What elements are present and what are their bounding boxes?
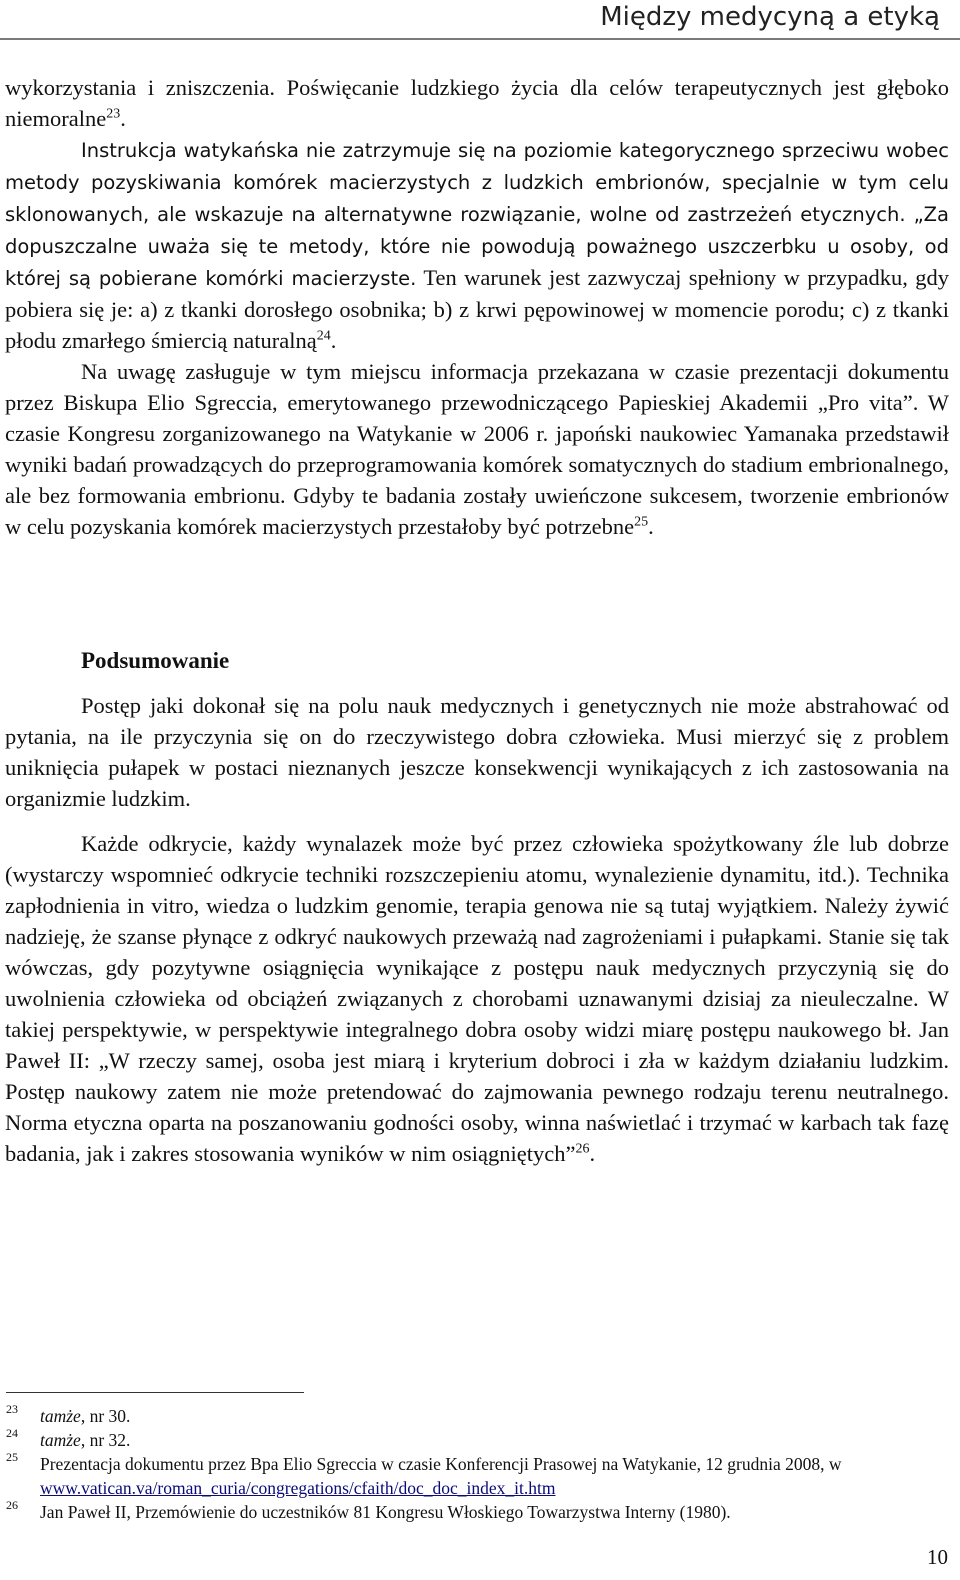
paragraph-continuation: wykorzystania i zniszczenia. Poświęcanie ludzkiego życia dla celów terapeutycznych jest głęboko niemoralne$^{23}$.	[5, 75, 949, 131]
running-header: Między medycyną a etyką	[600, 2, 940, 32]
footnote-23: 23 tamże, nr 30.	[6, 1402, 131, 1426]
main-text-block	[5, 72, 949, 542]
footnote-24: 24 tamże, nr 32.	[6, 1426, 131, 1450]
section-heading: Podsumowanie	[81, 648, 230, 673]
footnote-ref-25[interactable]: 25	[634, 514, 649, 530]
vatican-link[interactable]: www.vatican.va/roman_curia/congregations/cfaith/doc_doc_index_it.htm	[40, 1478, 556, 1498]
footnote-ref-26[interactable]: 26	[575, 1141, 590, 1157]
paragraph-text: wykorzystania i zniszczenia. Poświęcanie ludzkiego życia dla celów terapeutycznych jest głęboko niemoralne	[5, 75, 949, 131]
footnote-ref-24[interactable]: 24	[316, 328, 331, 344]
header-rule	[0, 38, 960, 40]
footnotes	[6, 1404, 936, 1524]
footnote-25: 25 Prezentacja dokumentu przez Bpa Elio Sgreccia w czasie Konferencji Prasowej na Watykanie, 12 grudnia 2008, w www.vatican.va/roman_curia/congregations/cfaith/doc_doc_index_it.htm	[6, 1450, 842, 1498]
paragraph-yamanaka: Na uwagę zasługuje w tym miejscu informacja przekazana w czasie prezentacji dokumentu przez Biskupa Elio Sgreccia, emerytowanego przewodniczącego Papieskiej Akademii „Pro vita”. W czasie Kongresu zorganizowanego na Watykanie w 2006 r. japoński naukowiec Yamanaka przedstawił wyniki badań prowadzących do przeprogramowania komórek somatycznych do stadium embrionalnego, ale bez formowania embrionu. Gdyby te badania zostały uwieńczone sukcesem, tworzenie embrionów w celu pozyskania komórek macierzystych przestałoby być potrzebne$^{25}$.	[5, 359, 949, 539]
footnote-separator	[6, 1392, 304, 1393]
paragraph-instruction: Instrukcja watykańska nie zatrzymuje się na poziomie kategorycznego sprzeciwu wobec metody pozyskiwania komórek macierzystych z ludzkich embrionów, specjalnie w tym celu sklonowanych, ale wskazuje na alternatywne rozwiązanie, wolne od zastrzeżeń etycznych. „Za dopuszczalne uważa się te metody, które nie powodują poważnego uszczerbku u osoby, od której są pobierane komórki macierzyste. Ten warunek jest zazwyczaj spełniony w przypadku, gdy pobiera się je: a) z tkanki dorosłego osobnika; b) z krwi pępowinowej w momencie porodu; c) z tkanki płodu zmarłego śmiercią naturalną$^{24}$.	[5, 139, 949, 353]
page-number: 10	[927, 1545, 948, 1569]
footnote-26: 26 Jan Paweł II, Przemówienie do uczestników 81 Kongresu Włoskiego Towarzystwa Interny (1980).	[6, 1498, 731, 1522]
footnote-ref-23[interactable]: 23	[106, 106, 121, 122]
summary-paragraph-2: Każde odkrycie, każdy wynalazek może być przez człowieka spożytkowany źle lub dobrze (wystarczy wspomnieć odkrycie techniki rozszczepieniu atomu, wynalezienie dynamitu, itd.). Technika zapłodnienia in vitro, wiedza o ludzkim genomie, terapia genowa nie są tutaj wyjątkiem. Należy żywić nadzieję, że szanse płynące z odkryć naukowych przeważą nad zagrożeniami i pułapkami. Stanie się tak wówczas, gdy pozytywne osiągnięcia wynikające z postępu nauk medycznych przyczynią się do uwolnienia człowieka od obciążeń związanych z chorobami uznawanymi dzisiaj za nieuleczalne. W takiej perspektywie, w perspektywie integralnego dobra osoby widzi miarę postępu naukowego bł. Jan Paweł II: „W rzeczy samej, osoba jest miarą i kryterium dobroci i zła w każdym działaniu ludzkim. Postęp naukowy zatem nie może pretendować do zajmowania pewnego rodzaju terenu neutralnego. Norma etyczna oparta na poszanowaniu godności osoby, winna naświetlać i trzymać w karbach tak fazę badania, jak i zakres stosowania wyników w nim osiągniętych”$^{26}$.	[5, 831, 949, 1166]
summary-paragraph-1: Postęp jaki dokonał się na polu nauk medycznych i genetycznych nie może abstrahować od pytania, na ile przyczynia się on do rzeczywistego dobra człowieka. Musi mierzyć się z problem uniknięcia pułapek w postaci nieznanych jeszcze konsekwencji wynikających z ich zastosowania na organizmie ludzkim.	[5, 693, 949, 811]
